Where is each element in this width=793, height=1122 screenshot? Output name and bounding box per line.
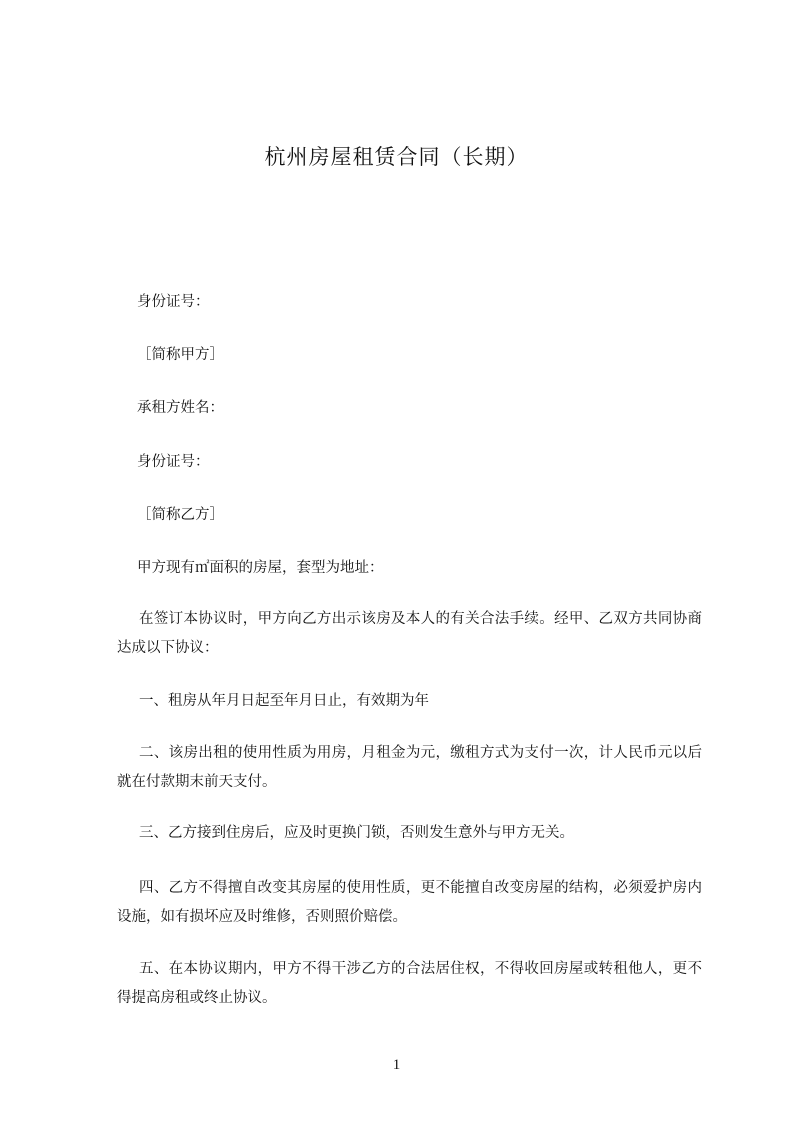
property-description: 甲方现有㎡面积的房屋，套型为地址： <box>137 560 384 576</box>
clause-5: 五、在本协议期内，甲方不得干涉乙方的合法居住权，不得收回房屋或转租他人，更不得提高房租或终止协议。 <box>117 961 702 1006</box>
lessee-name-label: 承租方姓名： <box>137 400 224 416</box>
clause-1: 一、租房从年月日起至年月日止，有效期为年 <box>139 693 429 709</box>
lessor-id-number-label: 身份证号： <box>137 294 210 310</box>
lessee-id-number-label: 身份证号： <box>137 454 210 470</box>
lessor-short-name: ［简称甲方］ <box>137 347 224 363</box>
document-title: 杭州房屋租赁合同（长期） <box>264 145 529 169</box>
clause-2: 二、该房出租的使用性质为用房，月租金为元，缴租方式为支付一次，计人民币元以后就在付款期末前天支付。 <box>117 745 702 790</box>
page-number: 1 <box>392 1057 401 1073</box>
lessee-short-name: ［简称乙方］ <box>137 507 224 523</box>
clause-4: 四、乙方不得擅自改变其房屋的使用性质，更不能擅自改变房屋的结构，必须爱护房内设施，如有损坏应及时维修，否则照价赔偿。 <box>117 880 702 925</box>
clause-3: 三、乙方接到住房后，应及时更换门锁，否则发生意外与甲方无关。 <box>139 825 574 841</box>
intro-paragraph: 在签订本协议时，甲方向乙方出示该房及本人的有关合法手续。经甲、乙双方共同协商达成以下协议： <box>117 611 702 656</box>
